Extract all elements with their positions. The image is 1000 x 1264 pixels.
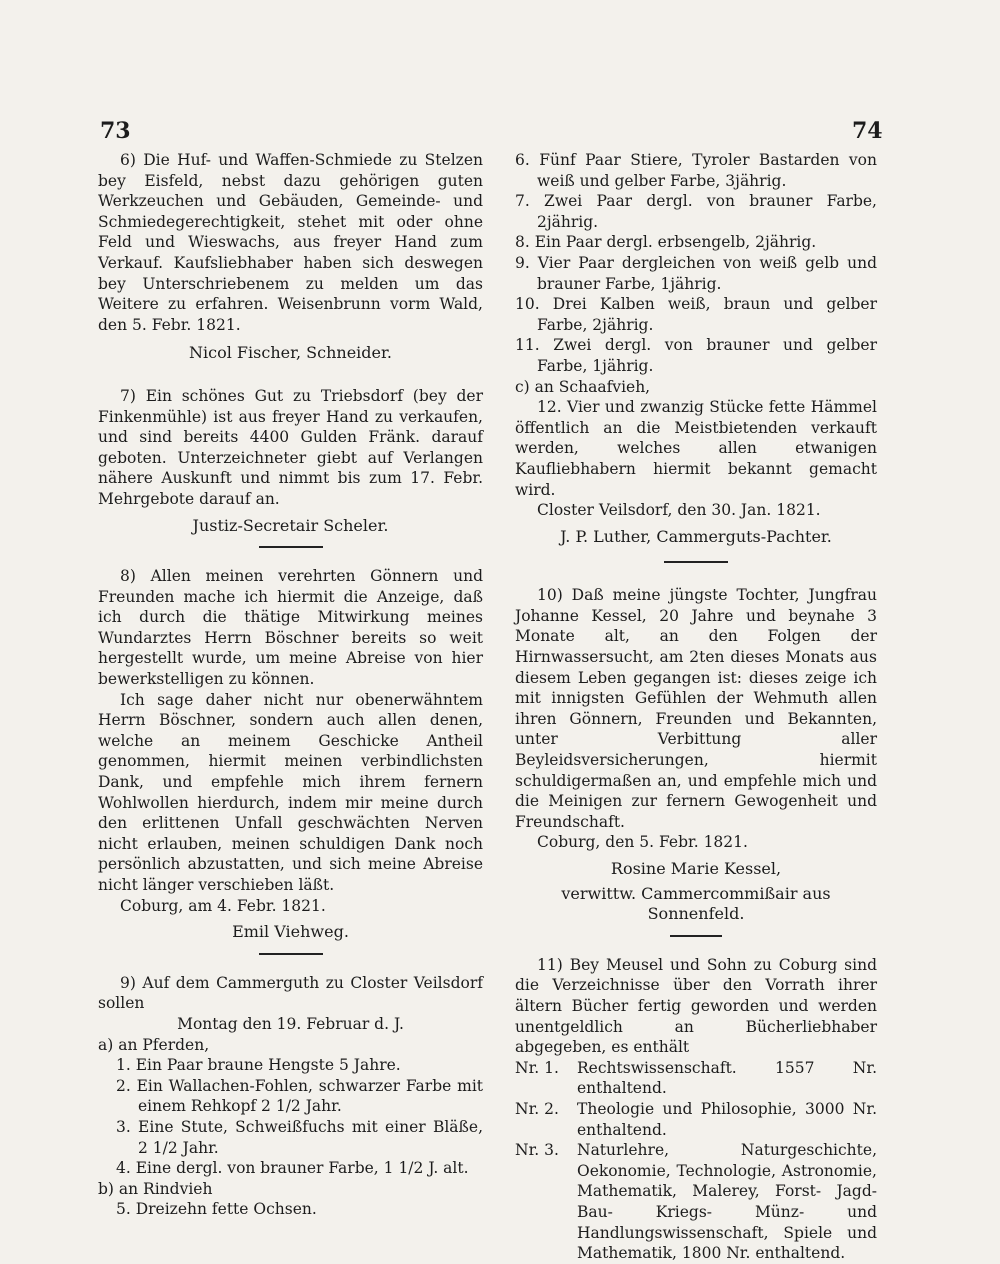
list-item: 7. Zwei Paar dergl. von brauner Farbe, 2jährig.	[515, 192, 877, 231]
divider	[664, 561, 728, 563]
catalog-description: Rechtswissenschaft. 1557 Nr. enthaltend.	[577, 1058, 877, 1098]
list-item: 5. Dreizehn fette Ochsen.	[116, 1200, 317, 1219]
notice-9-group-a: a) an Pferden,	[98, 1035, 210, 1054]
notice-10-text: 10) Daß meine jüngste Tochter, Jungfrau Johanne Kessel, 20 Jahre und beynahe 3 Monate alt, an den Folgen der Hirnwassersucht, am 2ten dieses Monats aus diesem Leben gegangen ist: dieses zeige ich mit innigsten Gefühlen der Wehmuth allen ihren Gönnern, Freunden und Bekannten, unter Verbittung aller Beyleidsversicherungen, hiermit schuldigermaßen an, und empfehle mich und die Meinigen zur fernern Gewogenheit und Freundschaft.	[515, 586, 877, 831]
notice-9-group-a-list	[98, 1055, 483, 1179]
notice-10-signature-name: Rosine Marie Kessel,	[610, 859, 782, 878]
catalog-description: Theologie und Philosophie, 3000 Nr. enthaltend.	[577, 1099, 877, 1139]
notice-10-date: Coburg, den 5. Febr. 1821.	[537, 833, 748, 852]
notice-10-signature-title: verwittw. Cammercommißair aus	[561, 883, 831, 903]
divider	[259, 546, 323, 548]
divider	[259, 953, 323, 955]
list-item: 6. Fünf Paar Stiere, Tyroler Bastarden von weiß und gelber Farbe, 3jährig.	[515, 151, 877, 190]
page-number-left: 73	[100, 118, 131, 144]
notice-11-catalog	[515, 1058, 877, 1264]
notice-9-date: Montag den 19. Februar d. J.	[177, 1014, 404, 1033]
list-item: 4. Eine dergl. von brauner Farbe, 1 1/2 J. alt.	[116, 1159, 469, 1178]
right-column	[515, 150, 877, 1264]
notice-8-text-1: 8) Allen meinen verehrten Gönnern und Freunden mache ich hiermit die Anzeige, daß ich durch die thätige Mitwirkung meines Wundarztes Herrn Böschner bereits so weit hergestellt wurde, um meine Abreise von hier bewerkstelligen zu können.	[98, 567, 483, 689]
catalog-row	[515, 1099, 877, 1140]
list-item: 3. Eine Stute, Schweißfuchs mit einer Bläße, 2 1/2 Jahr.	[116, 1117, 483, 1157]
left-column	[98, 150, 483, 1220]
catalog-row	[515, 1140, 877, 1264]
notice-9-signature: J. P. Luther, Cammerguts-Pachter.	[560, 526, 832, 546]
notice-8-text-2: Ich sage daher nicht nur obenerwähntem Herrn Böschner, sondern auch allen denen, welche an meinem Geschicke Antheil genommen, hiermit meinen verbindlichsten Dank, und empfehle mich ihrem fernern Wohlwollen hierdurch, indem mir meine durch den erlittenen Unfall geschwächten Nerven nicht erlauben, meinen schuldigen Dank noch persönlich abzustatten, und sich meine Abreise nicht länger verschieben läßt.	[98, 690, 483, 894]
catalog-row	[515, 1058, 877, 1099]
notice-9-place-date: Closter Veilsdorf, den 30. Jan. 1821.	[537, 501, 821, 520]
catalog-number: Nr. 3.	[515, 1141, 559, 1160]
notice-9-group-c-text: 12. Vier und zwanzig Stücke fette Hämmel öffentlich an die Meistbietenden verkauft werden, welches allen etwanigen Kaufliebhabern hiermit bekannt gemacht wird.	[515, 398, 877, 499]
notice-7-signature: Justiz-Secretair Scheler.	[192, 515, 389, 535]
catalog-number: Nr. 2.	[515, 1099, 559, 1118]
list-item: 9. Vier Paar dergleichen von weiß gelb und brauner Farbe, 1jährig.	[515, 253, 877, 293]
notice-10-signature-place: Sonnenfeld.	[647, 904, 745, 924]
list-item: 10. Drei Kalben weiß, braun und gelber Farbe, 2jährig.	[515, 295, 877, 334]
notice-6-text: 6) Die Huf- und Waffen-Schmiede zu Stelzen bey Eisfeld, nebst dazu gehörigen guten Werkzeuchen und Gebäuden, Gemeinde- und Schmiedegerechtigkeit, stehet mit oder ohne Feld und Wieswachs, aus freyer Hand zum Verkauf. Kaufsliebhaber haben sich deswegen bey Unterschriebenem zu melden um das Weitere zu erfahren. Weisenbrunn vorm Wald, den 5. Febr. 1821.	[98, 151, 483, 334]
catalog-number: Nr. 1.	[515, 1058, 559, 1077]
notice-9-group-b-list	[98, 1199, 483, 1220]
notice-9-continued-list	[515, 150, 877, 377]
notice-8-date: Coburg, am 4. Febr. 1821.	[120, 896, 326, 915]
notice-9-group-b: b) an Rindvieh	[98, 1179, 213, 1198]
list-item: 2. Ein Wallachen-Fohlen, schwarzer Farbe mit einem Rehkopf 2 1/2 Jahr.	[116, 1076, 483, 1116]
notice-8-signature: Emil Viehweg.	[232, 922, 349, 942]
notice-9-group-c: c) an Schaafvieh,	[515, 377, 651, 396]
catalog-description: Naturlehre, Naturgeschichte, Oekonomie, Technologie, Astronomie, Mathematik, Malerey, Forst- Jagd- Bau- Kriegs- Münz- und Handlungswissenschaft, Spiele und Mathematik, 1800 Nr. enthaltend.	[577, 1141, 877, 1263]
divider	[670, 935, 722, 937]
page-number-right: 74	[852, 118, 883, 144]
notice-11-text: 11) Bey Meusel und Sohn zu Coburg sind die Verzeichnisse über den Vorrath ihrer ältern Bücher fertig geworden und werden unentgeldlich an Bücherliebhaber abgegeben, es enthält	[515, 955, 877, 1057]
notice-9-text: 9) Auf dem Cammerguth zu Closter Veilsdorf sollen	[98, 973, 483, 1013]
notice-6-signature: Nicol Fischer, Schneider.	[189, 343, 392, 363]
notice-7-text: 7) Ein schönes Gut zu Triebsdorf (bey der Finkenmühle) ist aus freyer Hand zu verkaufen, und sind bereits 4400 Gulden Fränk. darauf geboten. Unterzeichneter giebt auf Verlangen nähere Auskunft und nimmt bis zum 17. Febr. Mehrgebote darauf an.	[98, 386, 483, 508]
list-item: 8. Ein Paar dergl. erbsengelb, 2jährig.	[515, 233, 817, 252]
list-item: 1. Ein Paar braune Hengste 5 Jahre.	[116, 1056, 401, 1075]
list-item: 11. Zwei dergl. von brauner und gelber Farbe, 1jährig.	[515, 336, 877, 375]
